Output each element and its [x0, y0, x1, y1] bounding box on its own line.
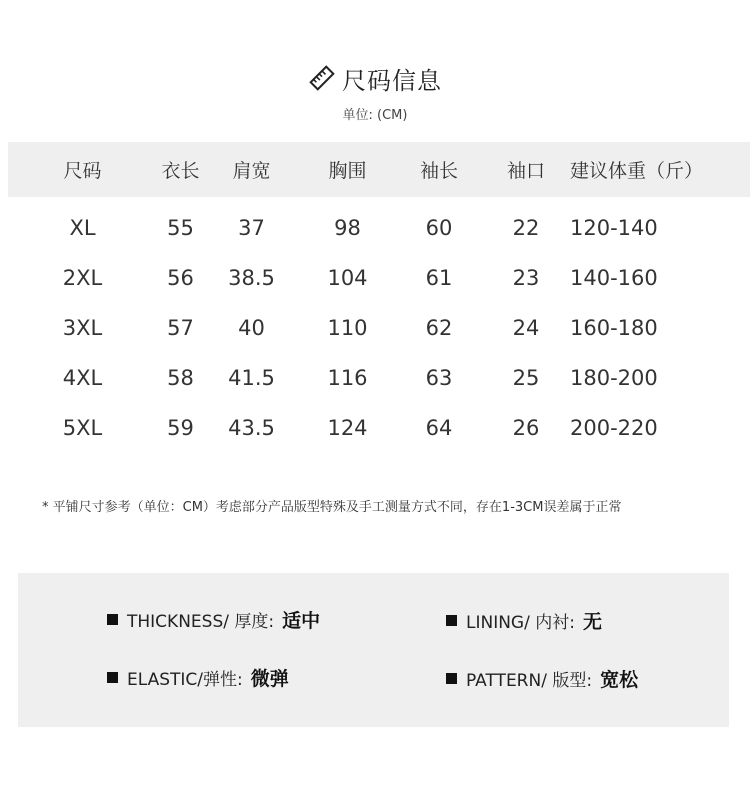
cell-shoulder: 38.5	[228, 266, 275, 290]
spec-lining-value: 无	[582, 611, 602, 633]
spec-lining-label: LINING/ 内衬:	[466, 613, 575, 633]
cell-sleeve-length: 61	[425, 266, 453, 290]
header-sleeve-length: 袖长	[419, 160, 458, 182]
cell-chest: 98	[334, 216, 361, 240]
cell-chest: 124	[327, 416, 368, 440]
cell-weight: 200-220	[570, 416, 658, 440]
title-row	[0, 60, 750, 96]
cell-cuff: 25	[512, 366, 540, 390]
cell-length: 59	[167, 416, 194, 440]
cell-chest: 104	[327, 266, 368, 290]
spec-elastic	[107, 664, 289, 691]
cell-length: 57	[167, 316, 194, 340]
spec-elastic-label: ELASTIC/弹性:	[127, 670, 243, 690]
cell-shoulder: 41.5	[228, 366, 275, 390]
spec-thickness-label: THICKNESS/ 厚度:	[127, 612, 275, 632]
spec-lining	[446, 607, 602, 634]
cell-sleeve-length: 62	[425, 316, 453, 340]
header-shoulder: 肩宽	[232, 160, 271, 182]
bullet-icon	[107, 614, 118, 625]
table-row	[8, 253, 750, 303]
header-cuff: 袖口	[506, 160, 545, 182]
table-row	[8, 303, 750, 353]
cell-cuff: 24	[512, 316, 540, 340]
ruler-icon	[308, 64, 336, 92]
header-chest: 胸围	[328, 160, 367, 182]
bullet-icon	[107, 672, 118, 683]
table-row	[8, 197, 750, 253]
cell-weight: 160-180	[570, 316, 658, 340]
size-table	[8, 142, 750, 453]
cell-shoulder: 40	[238, 316, 265, 340]
cell-weight: 140-160	[570, 266, 658, 290]
cell-sleeve-length: 63	[425, 366, 453, 390]
unit-label: 单位: (CM)	[342, 108, 408, 123]
spec-box	[18, 573, 729, 727]
cell-size: 5XL	[62, 416, 103, 440]
page-title: 尺码信息	[342, 66, 442, 95]
cell-shoulder: 37	[238, 216, 265, 240]
cell-sleeve-length: 60	[425, 216, 453, 240]
cell-cuff: 23	[512, 266, 540, 290]
bullet-icon	[446, 615, 457, 626]
bullet-icon	[446, 673, 457, 684]
cell-cuff: 22	[512, 216, 540, 240]
table-row	[8, 353, 750, 403]
cell-cuff: 26	[512, 416, 540, 440]
spec-thickness-value: 适中	[282, 610, 321, 632]
cell-sleeve-length: 64	[425, 416, 453, 440]
table-row	[8, 403, 750, 453]
cell-chest: 116	[327, 366, 368, 390]
cell-size: XL	[69, 216, 96, 240]
spec-thickness	[107, 606, 320, 633]
cell-length: 56	[167, 266, 194, 290]
header-length: 衣长	[161, 160, 200, 182]
cell-weight: 120-140	[570, 216, 658, 240]
spec-pattern	[446, 665, 638, 692]
cell-size: 2XL	[62, 266, 103, 290]
measurement-note: * 平铺尺寸参考（单位：CM）考虑部分产品版型特殊及手工测量方式不同，存在1-3CM误差属于正常	[42, 500, 622, 515]
cell-length: 58	[167, 366, 194, 390]
cell-length: 55	[167, 216, 194, 240]
cell-shoulder: 43.5	[228, 416, 275, 440]
cell-size: 3XL	[62, 316, 103, 340]
spec-pattern-label: PATTERN/ 版型:	[466, 671, 593, 691]
header-size: 尺码	[63, 160, 102, 182]
cell-weight: 180-200	[570, 366, 658, 390]
table-header-row	[8, 142, 750, 197]
spec-elastic-value: 微弹	[250, 668, 289, 690]
header-weight: 建议体重（斤）	[570, 160, 704, 182]
spec-pattern-value: 宽松	[600, 669, 639, 691]
cell-chest: 110	[327, 316, 368, 340]
cell-size: 4XL	[62, 366, 103, 390]
